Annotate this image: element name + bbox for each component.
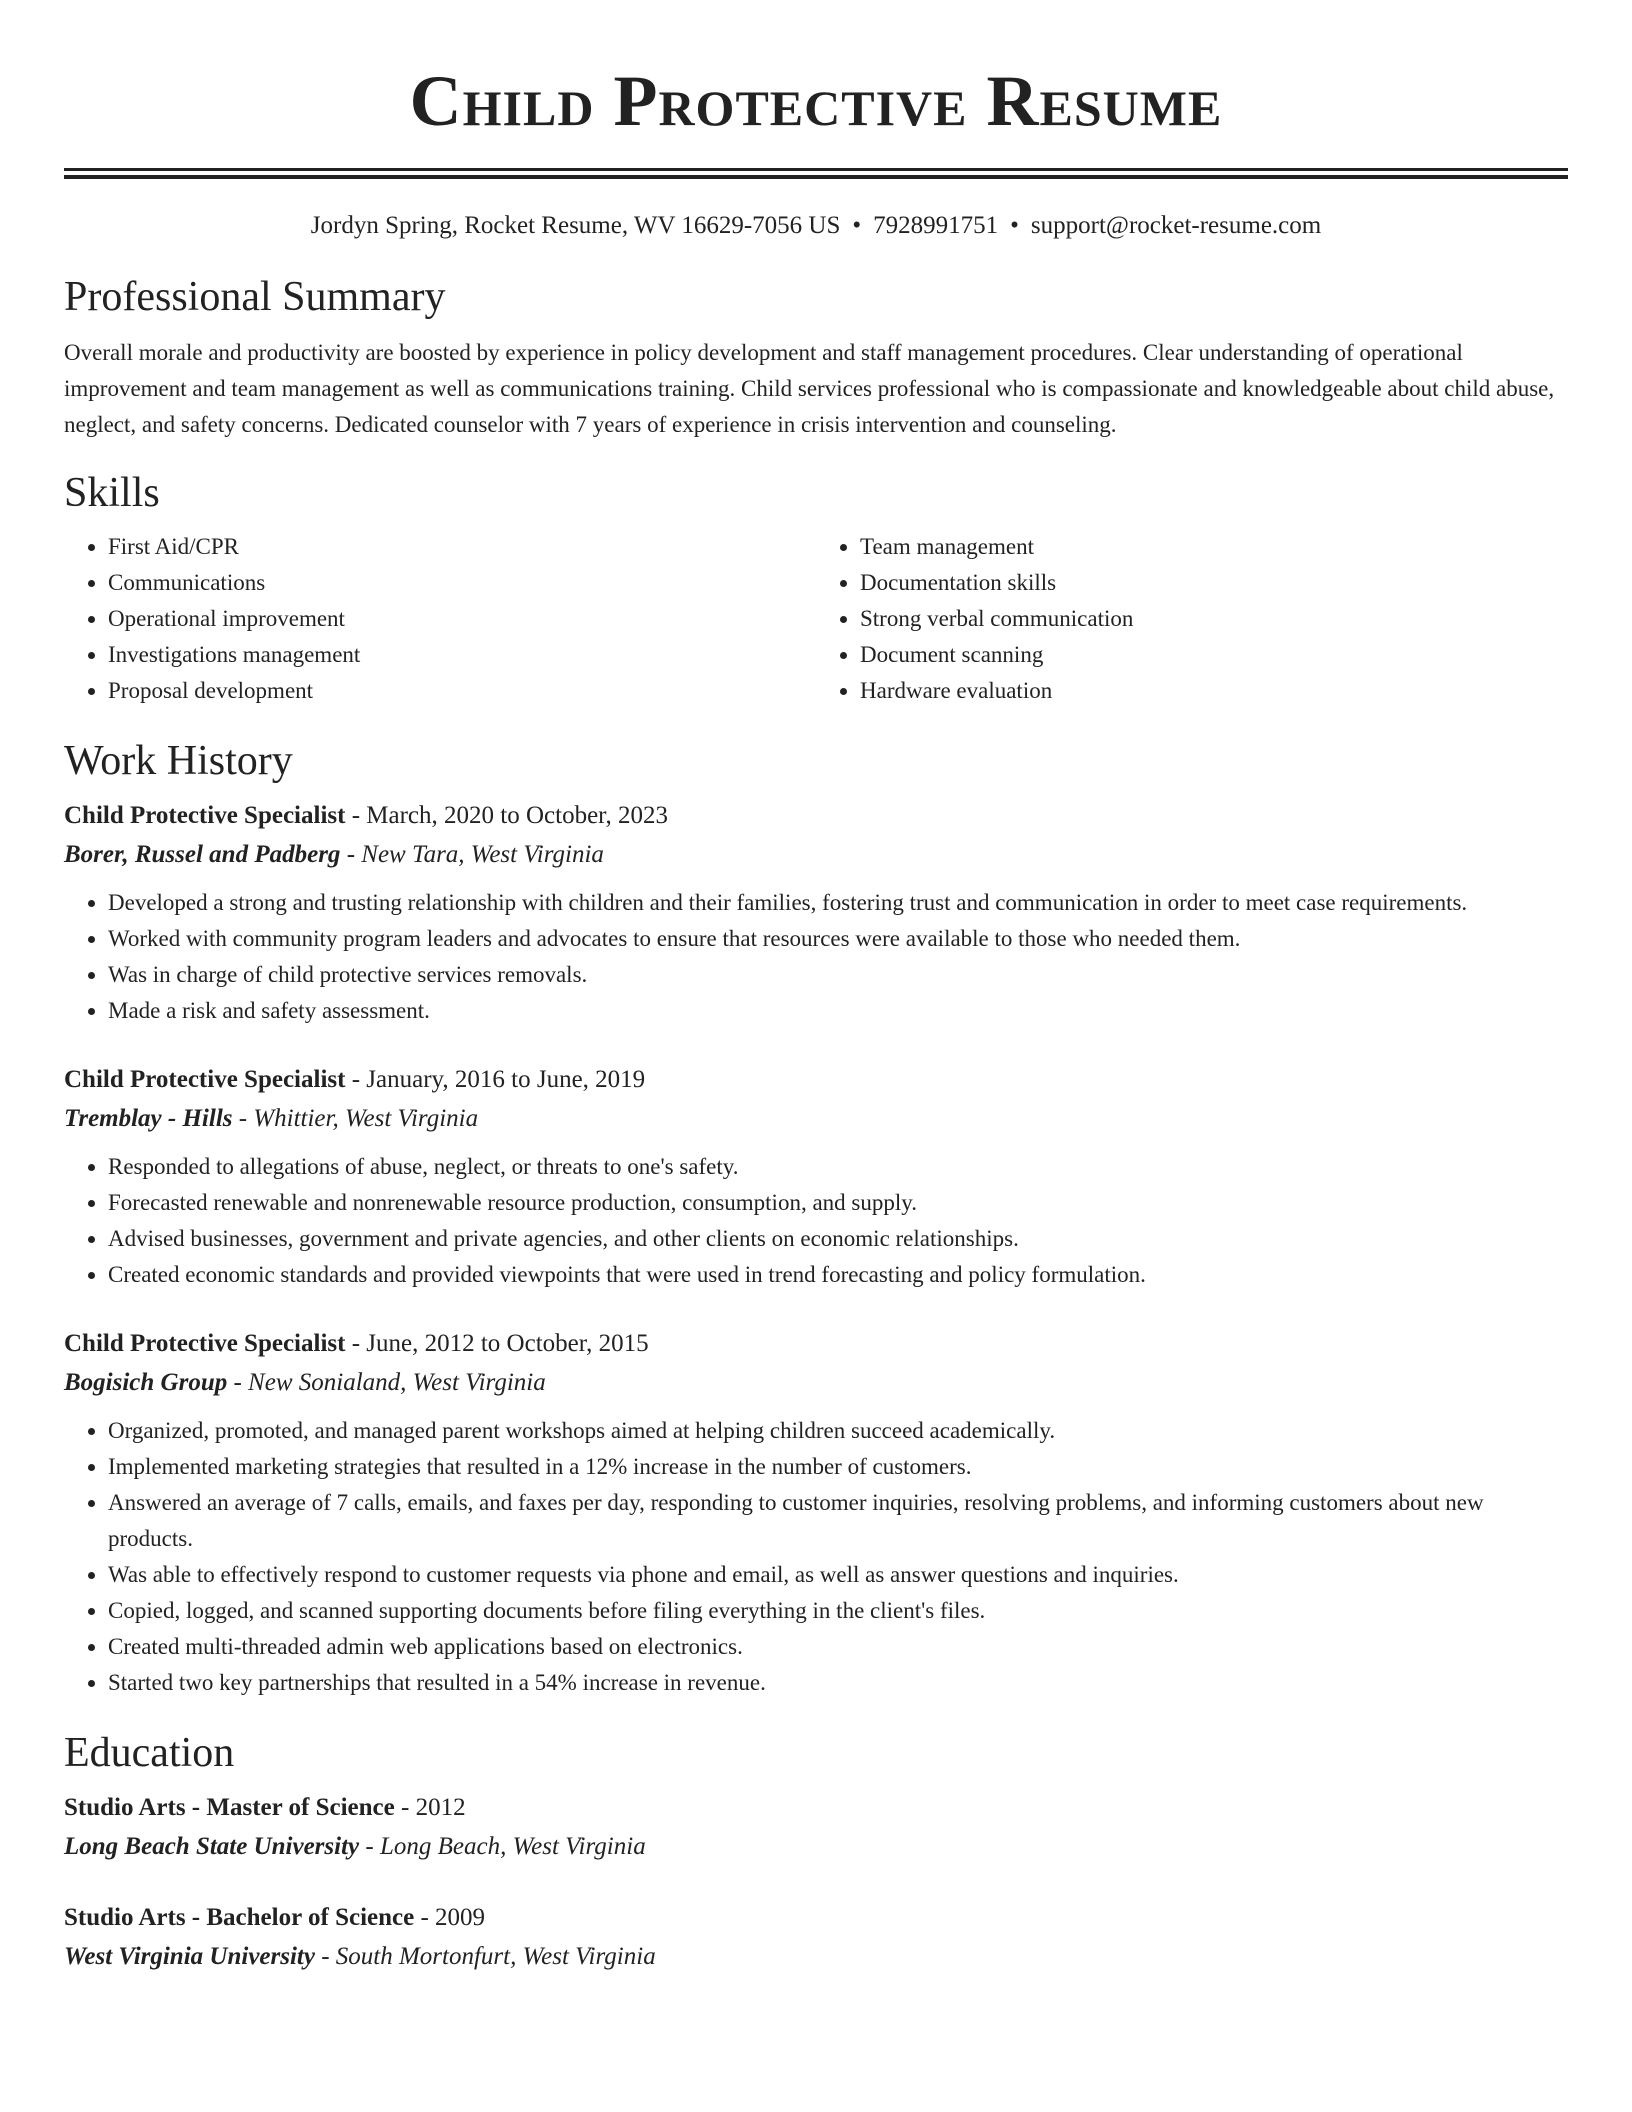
job-entry (64, 797, 1568, 1029)
job-bullet: • Created economic standards and provided viewpoints that were used in trend forecasting and policy formulation. (108, 1257, 1568, 1293)
job-bullet: • Made a risk and safety assessment. (108, 993, 1568, 1029)
education-location: - South Mortonfurt, West Virginia (314, 1943, 656, 1970)
job-company: Tremblay - Hills (64, 1105, 233, 1132)
contact-address: Jordyn Spring, Rocket Resume, WV 16629-7056 US (310, 212, 841, 239)
education-section (64, 1727, 1568, 1977)
job-bullet: • Implemented marketing strategies that resulted in a 12% increase in the number of customers. (108, 1449, 1568, 1485)
skills-left-list (64, 529, 816, 709)
education-degree: Studio Arts - Master of Science (64, 1794, 395, 1821)
contact-separator: • (1010, 212, 1019, 239)
job-company: Borer, Russel and Padberg (64, 841, 341, 868)
contact-separator: • (852, 212, 862, 239)
skills-section (64, 467, 1568, 709)
education-year: - 2009 (414, 1904, 486, 1931)
job-header (64, 1061, 1568, 1099)
education-header (64, 1789, 1568, 1827)
job-header (64, 797, 1568, 835)
education-entry (64, 1899, 1568, 1977)
education-school-line (64, 1827, 1568, 1867)
summary-heading: Professional Summary (64, 274, 446, 320)
job-header (64, 1325, 1568, 1363)
education-year: - 2012 (394, 1794, 466, 1821)
education-degree: Studio Arts - Bachelor of Science (64, 1904, 415, 1931)
education-entry (64, 1789, 1568, 1867)
job-bullet: • Was in charge of child protective services removals. (108, 957, 1568, 993)
job-dates: - March, 2020 to October, 2023 (345, 802, 668, 829)
skill-item: • Proposal development (108, 673, 816, 709)
skill-item: • Hardware evaluation (860, 673, 1568, 709)
job-bullet: • Worked with community program leaders and advocates to ensure that resources were available to those who needed them. (108, 921, 1568, 957)
work-history-section (64, 735, 1568, 1701)
skill-item: • Team management (860, 529, 1568, 565)
job-title: Child Protective Specialist (64, 1330, 346, 1357)
page-title: Child Protective Resume (409, 61, 1223, 141)
job-bullet: • Advised businesses, government and private agencies, and other clients on economic relationships. (108, 1221, 1568, 1257)
contact-phone: 7928991751 (873, 212, 999, 239)
education-school-line (64, 1937, 1568, 1977)
job-title: Child Protective Specialist (64, 1066, 346, 1093)
job-bullets (64, 1149, 1568, 1293)
job-bullet: • Copied, logged, and scanned supporting documents before filing everything in the client's files. (108, 1593, 1568, 1629)
job-location: - Whittier, West Virginia (232, 1105, 479, 1132)
job-bullet: • Responded to allegations of abuse, neglect, or threats to one's safety. (108, 1149, 1568, 1185)
job-entry (64, 1061, 1568, 1293)
skill-item: • Operational improvement (108, 601, 816, 637)
title-divider (64, 168, 1568, 179)
education-school: Long Beach State University (64, 1833, 360, 1860)
job-bullet: • Created multi-threaded admin web applications based on electronics. (108, 1629, 1568, 1665)
job-bullet: • Answered an average of 7 calls, emails, and faxes per day, responding to customer inquiries, resolving problems, and informing customers about new products. (108, 1485, 1568, 1557)
contact-line (64, 209, 1568, 243)
work-history-heading: Work History (64, 738, 293, 784)
job-bullet: • Was able to effectively respond to customer requests via phone and email, as well as answer questions and inquiries. (108, 1557, 1568, 1593)
job-dates: - June, 2012 to October, 2015 (345, 1330, 649, 1357)
job-company: Bogisich Group (64, 1369, 228, 1396)
education-school: West Virginia University (64, 1943, 315, 1970)
contact-email: support@rocket-resume.com (1030, 212, 1322, 239)
skill-item: • Strong verbal communication (860, 601, 1568, 637)
job-employer (64, 835, 1568, 875)
skill-item: • Communications (108, 565, 816, 601)
skills-right-list (816, 529, 1568, 709)
job-bullet: • Started two key partnerships that resulted in a 54% increase in revenue. (108, 1665, 1568, 1701)
job-dates: - January, 2016 to June, 2019 (345, 1066, 646, 1093)
job-bullet: • Forecasted renewable and nonrenewable resource production, consumption, and supply. (108, 1185, 1568, 1221)
skill-item: • Documentation skills (860, 565, 1568, 601)
education-heading: Education (64, 1730, 235, 1776)
job-location: - New Tara, West Virginia (340, 841, 604, 868)
education-location: - Long Beach, West Virginia (359, 1833, 646, 1860)
job-location: - New Sonialand, West Virginia (227, 1369, 546, 1396)
job-bullet: • Organized, promoted, and managed parent workshops aimed at helping children succeed academically. (108, 1413, 1568, 1449)
job-employer (64, 1099, 1568, 1139)
education-header (64, 1899, 1568, 1937)
job-title: Child Protective Specialist (64, 802, 346, 829)
job-bullets (64, 1413, 1568, 1701)
skill-item: • First Aid/CPR (108, 529, 816, 565)
skills-columns (64, 529, 1568, 709)
skills-heading: Skills (64, 470, 160, 516)
job-employer (64, 1363, 1568, 1403)
job-bullet: • Developed a strong and trusting relationship with children and their families, fostering trust and communication in order to meet case requirements. (108, 885, 1568, 921)
skill-item: • Investigations management (108, 637, 816, 673)
job-bullets (64, 885, 1568, 1029)
summary-text: Overall morale and productivity are boosted by experience in policy development and staff management procedures. Clear understanding of operational improvement and team management as well as communications training. Child services professional who is compassionate and knowledgeable about child abuse, neglect, and safety concerns. Dedicated counselor with 7 years of experience in crisis intervention and counseling. (64, 340, 1555, 437)
job-entry (64, 1325, 1568, 1701)
professional-summary-section (64, 271, 1568, 443)
skill-item: • Document scanning (860, 637, 1568, 673)
